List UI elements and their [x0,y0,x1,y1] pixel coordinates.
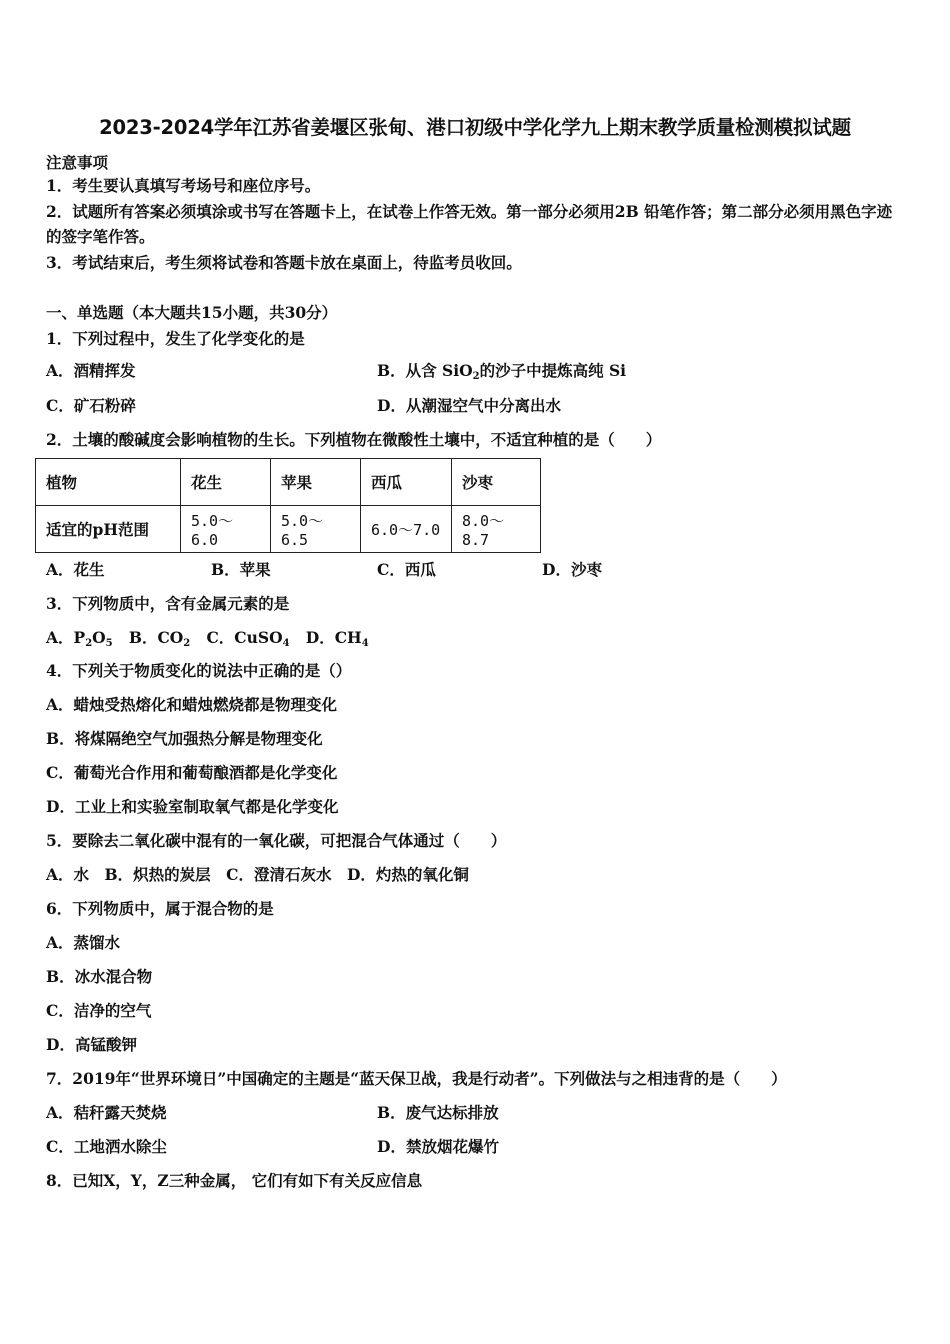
table-cell: 植物 [36,459,181,506]
q2-option-a: A．花生 [46,560,105,579]
question-2-stem: 2．土壤的酸碱度会影响植物的生长。下列植物在微酸性土壤中，不适宜种植的是（ ） [46,430,662,449]
q1-option-b: B．从含 SiO$_2$的沙子中提炼高纯 Si [377,361,627,382]
question-3-stem: 3．下列物质中，含有金属元素的是 [46,594,290,613]
q7-option-c: C．工地洒水除尘 [46,1137,167,1156]
q1-option-d: D．从潮湿空气中分离出水 [377,396,561,415]
q4-option-b: B．将煤隔绝空气加强热分解是物理变化 [46,729,323,748]
section-heading: 一、单选题（本大题共15小题，共30分） [46,303,338,322]
q1-option-a: A．酒精挥发 [46,361,136,380]
table-cell: 5.0～6.0 [181,506,271,553]
note-item: 3．考试结束后，考生须将试卷和答题卡放在桌面上，待监考员收回。 [46,252,522,272]
q4-option-d: D．工业上和实验室制取氧气都是化学变化 [46,797,339,816]
question-8-stem: 8．已知X，Y，Z三种金属， 它们有如下有关反应信息 [46,1171,423,1190]
q6-option-c: C．洁净的空气 [46,1001,152,1020]
q3-options: A．$P_2O_5$ B．$CO_2$ C．CuSO$_4$ D．$CH_4$ [46,628,369,649]
question-5-stem: 5．要除去二氧化碳中混有的一氧化碳，可把混合气体通过（ ） [46,831,507,850]
note-item: 1．考生要认真填写考场号和座位序号。 [46,176,321,195]
q4-option-c: C．葡萄光合作用和葡萄酿酒都是化学变化 [46,763,338,782]
question-4-stem: 4．下列关于物质变化的说法中正确的是（） [46,661,352,680]
table-cell: 沙枣 [452,459,541,506]
table-cell: 花生 [181,459,271,506]
q4-option-a: A．蜡烛受热熔化和蜡烛燃烧都是物理变化 [46,695,338,714]
table-cell: 适宜的pH范围 [36,506,181,553]
page-title: 2023-2024学年江苏省姜堰区张甸、港口初级中学化学九上期末教学质量检测模拟试题 [99,116,851,139]
note-item: 2．试题所有答案必须填涂或书写在答题卡上，在试卷上作答无效。第一部分必须用2B 铅笔作答；第二部分必须用黑色字迹的签字笔作答。 [46,201,893,246]
q5-options: A．水 B．炽热的炭层 C．澄清石灰水 D．灼热的氧化铜 [46,865,469,884]
table-cell: 西瓜 [361,459,452,506]
question-7-stem: 7．2019年“世界环境日”中国确定的主题是“蓝天保卫战，我是行动者”。下列做法与之相违背的是（ ） [46,1069,787,1088]
q2-option-c: C．西瓜 [377,560,436,579]
table-row [36,506,541,553]
ph-table [35,458,541,553]
table-cell: 5.0～6.5 [271,506,361,553]
notes-list [46,173,906,275]
table-cell: 6.0～7.0 [361,506,452,553]
question-6-stem: 6．下列物质中，属于混合物的是 [46,899,274,918]
q7-option-a: A．秸秆露天焚烧 [46,1103,167,1122]
q7-option-d: D．禁放烟花爆竹 [377,1137,499,1156]
q1-option-c: C．矿石粉碎 [46,396,136,415]
q7-option-b: B．废气达标排放 [377,1103,499,1122]
q2-option-d: D．沙枣 [542,560,602,579]
table-cell: 苹果 [271,459,361,506]
q2-option-b: B．苹果 [211,560,271,579]
table-row [36,459,541,506]
q6-option-d: D．高锰酸钾 [46,1035,137,1054]
notes-heading: 注意事项 [46,153,109,172]
question-1-stem: 1．下列过程中，发生了化学变化的是 [46,329,305,348]
table-cell: 8.0～8.7 [452,506,541,553]
q6-option-a: A．蒸馏水 [46,933,121,952]
q6-option-b: B．冰水混合物 [46,967,153,986]
